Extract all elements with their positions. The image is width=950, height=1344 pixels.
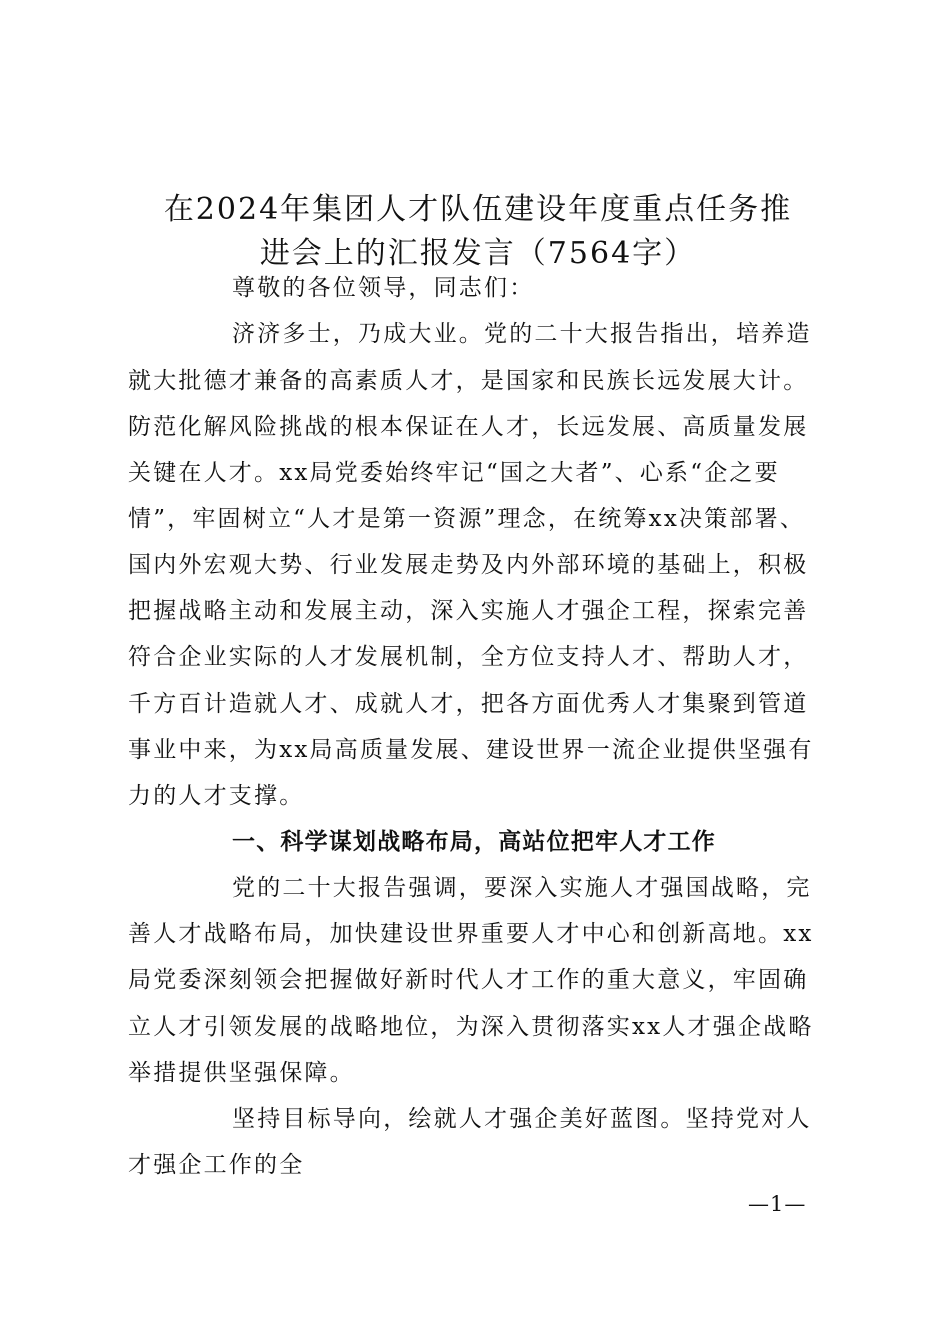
paragraph-1-line-5: 情”，牢固树立“人才是第一资源”理念，在统筹xx决策部署、 <box>128 506 806 532</box>
paragraph-1-line-11: 力的人才支撑。 <box>128 783 305 809</box>
paragraph-1-line-9: 千方百计造就人才、成就人才，把各方面优秀人才集聚到管道 <box>128 691 809 717</box>
salutation: 尊敬的各位领导，同志们： <box>232 275 535 301</box>
paragraph-2-line-4: 立人才引领发展的战略地位，为深入贯彻落实xx人才强企战略 <box>128 1014 814 1040</box>
paragraph-3-line-2: 才强企工作的全 <box>128 1152 305 1178</box>
paragraph-1-line-2: 就大批德才兼备的高素质人才，是国家和民族长远发展大计。 <box>128 368 809 394</box>
paragraph-1-line-4: 关键在人才。xx局党委始终牢记“国之大者”、心系“企之要 <box>128 460 780 486</box>
paragraph-1-line-10: 事业中来，为xx局高质量发展、建设世界一流企业提供坚强有 <box>128 737 814 763</box>
document-title <box>128 188 828 276</box>
paragraph-1-line-8: 符合企业实际的人才发展机制，全方位支持人才、帮助人才， <box>128 644 809 670</box>
section-heading-1: 一、科学谋划战略布局，高站位把牢人才工作 <box>232 829 716 855</box>
paragraph-1-line-7: 把握战略主动和发展主动，深入实施人才强企工程，探索完善 <box>128 598 809 624</box>
paragraph-2-line-3: 局党委深刻领会把握做好新时代人才工作的重大意义，牢固确 <box>128 967 809 993</box>
paragraph-2-line-5: 举措提供坚强保障。 <box>128 1060 355 1086</box>
paragraph-1-line-6: 国内外宏观大势、行业发展走势及内外部环境的基础上，积极 <box>128 552 809 578</box>
title-line-2: 进会上的汇报发言（7564字） <box>259 236 697 272</box>
paragraph-2-line-1: 党的二十大报告强调，要深入实施人才强国战略，完 <box>232 875 812 901</box>
paragraph-3-line-1: 坚持目标导向，绘就人才强企美好蓝图。坚持党对人 <box>232 1106 812 1132</box>
title-line-1: 在2024年集团人才队伍建设年度重点任务推 <box>163 192 793 228</box>
page-number: —1— <box>748 1192 807 1216</box>
paragraph-1-line-3: 防范化解风险挑战的根本保证在人才，长远发展、高质量发展 <box>128 414 809 440</box>
paragraph-2-line-2: 善人才战略布局，加快建设世界重要人才中心和创新高地。xx <box>128 921 814 947</box>
paragraph-1-line-1: 济济多士，乃成大业。党的二十大报告指出，培养造 <box>232 321 812 347</box>
